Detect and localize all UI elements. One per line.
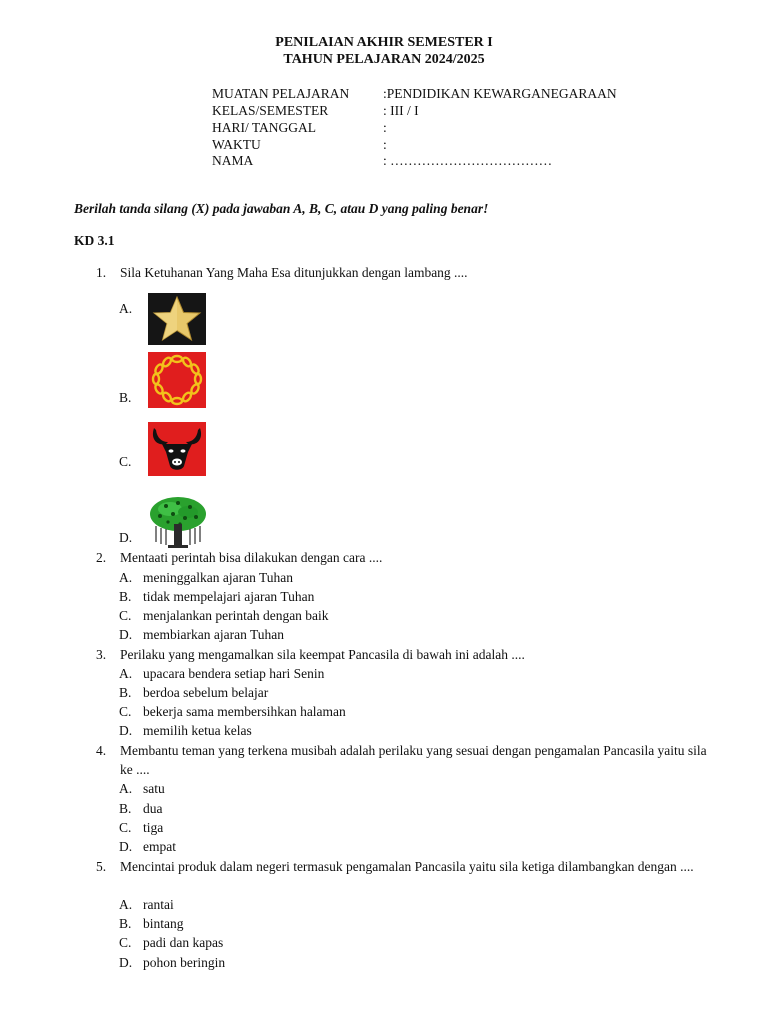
question-text: Perilaku yang mengamalkan sila keempat Pancasila di bawah ini adalah .... xyxy=(120,647,525,662)
option-text: bekerja sama membersihkan halaman xyxy=(143,704,346,719)
meta-label: WAKTU xyxy=(212,137,261,152)
option-letter: A. xyxy=(119,781,133,796)
option-text: pohon beringin xyxy=(143,955,226,970)
answer-option[interactable] xyxy=(119,799,163,818)
option-letter: B. xyxy=(119,589,132,604)
instruction-text: Berilah tanda silang (X) pada jawaban A, B, C, atau D yang paling benar! xyxy=(74,201,489,216)
option-letter: C. xyxy=(119,608,132,623)
option-text: membiarkan ajaran Tuhan xyxy=(143,627,284,642)
question-text: Mentaati perintah bisa dilakukan dengan cara .... xyxy=(120,550,383,565)
bull-head-icon xyxy=(148,422,206,480)
option-letter: A. xyxy=(119,570,133,585)
option-letter: D. xyxy=(119,839,133,854)
question-text: Mencintai produk dalam negeri termasuk pengamalan Pancasila yaitu sila ketiga dilambangkan dengan .... xyxy=(120,859,694,874)
meta-value: :PENDIDIKAN KEWARGANEGARAAN xyxy=(383,86,617,101)
answer-option[interactable] xyxy=(119,721,252,740)
option-text: memilih ketua kelas xyxy=(143,723,252,738)
meta-value: : III / I xyxy=(383,103,419,118)
option-text: menjalankan perintah dengan baik xyxy=(143,608,329,623)
option-letter: A. xyxy=(119,897,133,912)
chain-icon xyxy=(148,352,206,412)
option-letter: C. xyxy=(119,704,132,719)
answer-option[interactable] xyxy=(119,587,314,606)
option-letter: C. xyxy=(119,935,132,950)
question-number: 5. xyxy=(96,859,107,874)
answer-option[interactable] xyxy=(119,683,268,702)
option-text: dua xyxy=(143,801,163,816)
banyan-tree-icon xyxy=(148,494,208,552)
meta-value: : xyxy=(383,137,387,152)
meta-value: : ……………………………… xyxy=(383,153,553,168)
option-letter: B. xyxy=(119,801,132,816)
star-icon xyxy=(148,293,206,349)
question-text: Membantu teman yang terkena musibah adalah perilaku yang sesuai dengan pengamalan Pancasila yaitu sila ke .... xyxy=(120,743,707,777)
option-letter: D. xyxy=(119,530,133,545)
answer-option[interactable] xyxy=(119,818,163,837)
option-letter: A. xyxy=(119,301,133,316)
option-letter: D. xyxy=(119,723,133,738)
meta-value: : xyxy=(383,120,387,135)
question-number: 2. xyxy=(96,550,107,565)
answer-option[interactable] xyxy=(119,664,324,683)
option-text: bintang xyxy=(143,916,184,931)
option-text: rantai xyxy=(143,897,174,912)
option-text: berdoa sebelum belajar xyxy=(143,685,269,700)
meta-label: KELAS/SEMESTER xyxy=(212,103,329,118)
option-text: empat xyxy=(143,839,176,854)
option-letter: B. xyxy=(119,916,132,931)
answer-option[interactable] xyxy=(119,914,184,933)
meta-label: MUATAN PELAJARAN xyxy=(212,86,350,101)
answer-option[interactable] xyxy=(119,625,284,644)
answer-option[interactable] xyxy=(119,702,346,721)
answer-option[interactable] xyxy=(119,933,223,952)
meta-label: HARI/ TANGGAL xyxy=(212,120,317,135)
school-year: TAHUN PELAJARAN 2024/2025 xyxy=(283,52,485,67)
option-text: upacara bendera setiap hari Senin xyxy=(143,666,325,681)
option-letter: B. xyxy=(119,685,132,700)
option-letter: B. xyxy=(119,390,132,405)
option-text: padi dan kapas xyxy=(143,935,224,950)
option-letter: D. xyxy=(119,627,133,642)
question-number: 1. xyxy=(96,265,107,280)
answer-option[interactable] xyxy=(119,953,225,972)
meta-label: NAMA xyxy=(212,153,254,168)
question-number: 3. xyxy=(96,647,107,662)
option-letter: C. xyxy=(119,820,132,835)
option-text: tiga xyxy=(143,820,164,835)
answer-option[interactable] xyxy=(119,606,329,625)
option-text: meninggalkan ajaran Tuhan xyxy=(143,570,293,585)
option-text: tidak mempelajari ajaran Tuhan xyxy=(143,589,315,604)
answer-option[interactable] xyxy=(119,895,174,914)
exam-title: PENILAIAN AKHIR SEMESTER I xyxy=(275,35,493,50)
answer-option[interactable] xyxy=(119,568,293,587)
answer-option[interactable] xyxy=(119,779,165,798)
question-number: 4. xyxy=(96,743,107,758)
option-text: satu xyxy=(143,781,165,796)
option-letter: D. xyxy=(119,955,133,970)
question-text: Sila Ketuhanan Yang Maha Esa ditunjukkan dengan lambang .... xyxy=(120,265,468,280)
answer-option[interactable] xyxy=(119,837,176,856)
option-letter: C. xyxy=(119,454,132,469)
option-letter: A. xyxy=(119,666,133,681)
section-heading: KD 3.1 xyxy=(74,233,115,248)
